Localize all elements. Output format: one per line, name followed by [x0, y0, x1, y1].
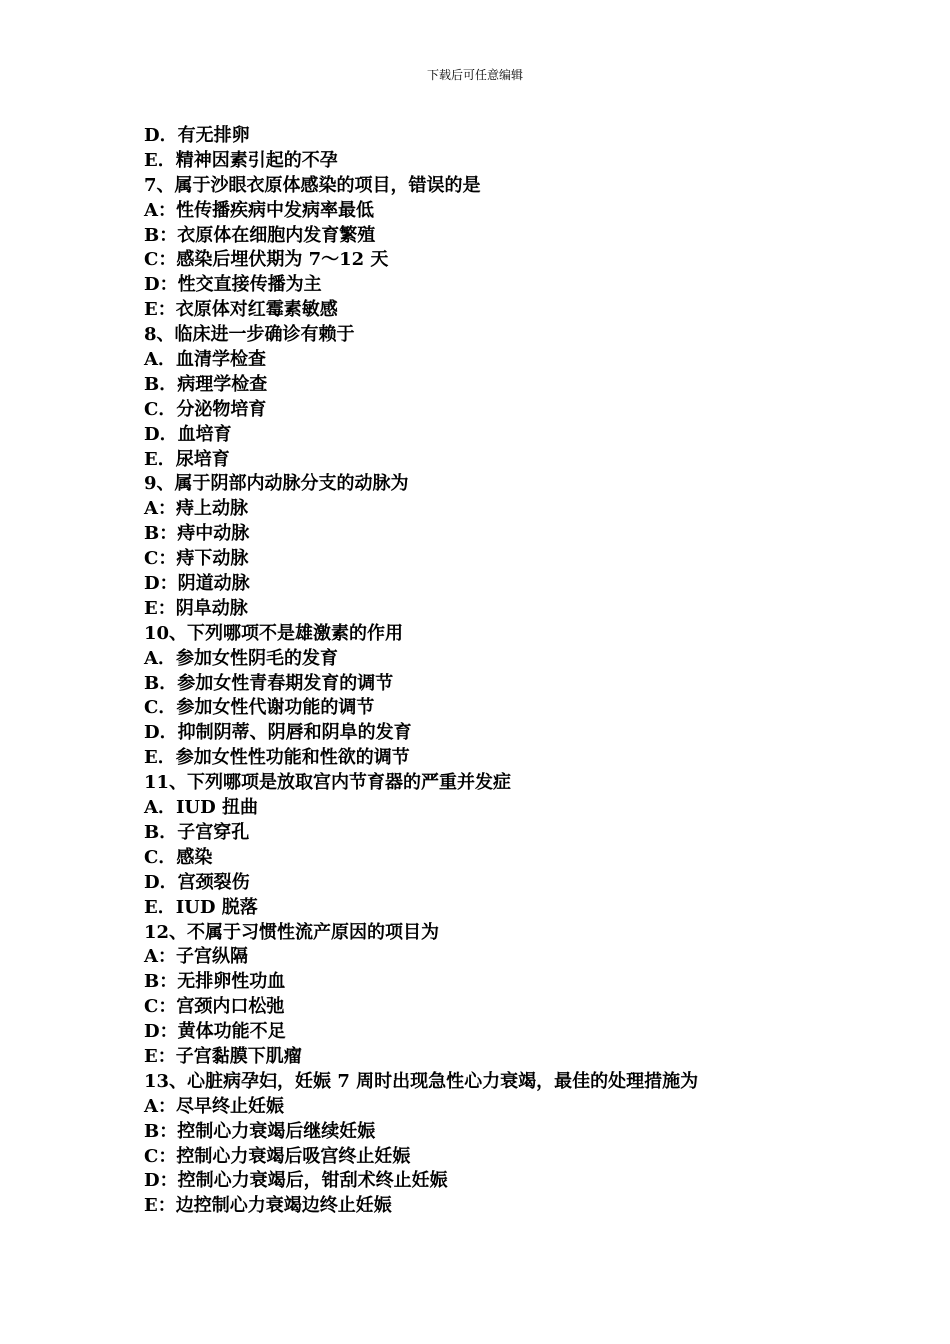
question-line: 13、心脏病孕妇，妊娠 7 周时出现急性心力衰竭，最佳的处理措施为 [144, 1070, 699, 1092]
option-line: C．参加女性代谢功能的调节 [144, 697, 375, 719]
text-line: D．有无排卵 [144, 125, 250, 146]
option-line: C：宫颈内口松弛 [144, 996, 285, 1018]
question-line: 9、属于阴部内动脉分支的动脉为 [144, 473, 409, 495]
option-line: D：黄体功能不足 [144, 1021, 286, 1043]
option-line: A．血清学检查 [144, 349, 266, 371]
option-line: E：阴阜动脉 [144, 597, 248, 619]
option-line: E．参加女性性功能和性欲的调节 [144, 747, 410, 769]
option-line: B：控制心力衰竭后继续妊娠 [144, 1120, 376, 1142]
option-line: B．参加女性青春期发育的调节 [144, 672, 394, 694]
option-line: D：阴道动脉 [144, 573, 250, 595]
option-line: E．IUD 脱落 [144, 896, 258, 918]
question-line: 8、临床进一步确诊有赖于 [144, 324, 355, 346]
option-line: D．宫颈裂伤 [144, 871, 250, 893]
text-line: E．精神因素引起的不孕 [144, 149, 338, 171]
question-line: 10、下列哪项不是雄激素的作用 [144, 622, 404, 644]
question-line: 7、属于沙眼衣原体感染的项目，错误的是 [144, 174, 481, 196]
option-line: B：痔中动脉 [144, 523, 250, 545]
option-line: C：控制心力衰竭后吸宫终止妊娠 [144, 1145, 411, 1167]
option-line: E：衣原体对红霉素敏感 [144, 299, 338, 321]
option-line: A：子宫纵隔 [144, 946, 248, 968]
page-header: 下载后可任意编辑 [426, 68, 523, 82]
option-line: E：子宫黏膜下肌瘤 [144, 1045, 302, 1067]
question-line: 11、下列哪项是放取宫内节育器的严重并发症 [144, 772, 512, 794]
option-line: A：性传播疾病中发病率最低 [144, 199, 374, 221]
question-line: 12、不属于习惯性流产原因的项目为 [144, 921, 440, 943]
option-line: C．感染 [144, 846, 213, 868]
option-line: D：控制心力衰竭后，钳刮术终止妊娠 [144, 1170, 448, 1192]
option-line: B：衣原体在细胞内发育繁殖 [144, 224, 376, 246]
option-line: D．血培育 [144, 423, 232, 445]
option-line: A：痔上动脉 [144, 498, 248, 520]
option-line: D．抑制阴蒂、阴唇和阴阜的发育 [144, 722, 412, 744]
option-line: B：无排卵性功血 [144, 971, 286, 993]
option-line: A：尽早终止妊娠 [144, 1095, 284, 1117]
option-line: C：感染后埋伏期为 7～12 天 [144, 249, 389, 271]
option-line: C．分泌物培育 [144, 398, 267, 420]
option-line: B．子宫穿孔 [144, 821, 250, 843]
option-line: B．病理学检查 [144, 373, 268, 395]
document-body [144, 124, 844, 1219]
option-line: A．IUD 扭曲 [144, 797, 258, 819]
option-line: D：性交直接传播为主 [144, 274, 322, 296]
option-line: E．尿培育 [144, 448, 230, 470]
option-line: E：边控制心力衰竭边终止妊娠 [144, 1195, 392, 1217]
option-line: A．参加女性阴毛的发育 [144, 647, 338, 669]
option-line: C：痔下动脉 [144, 548, 249, 570]
